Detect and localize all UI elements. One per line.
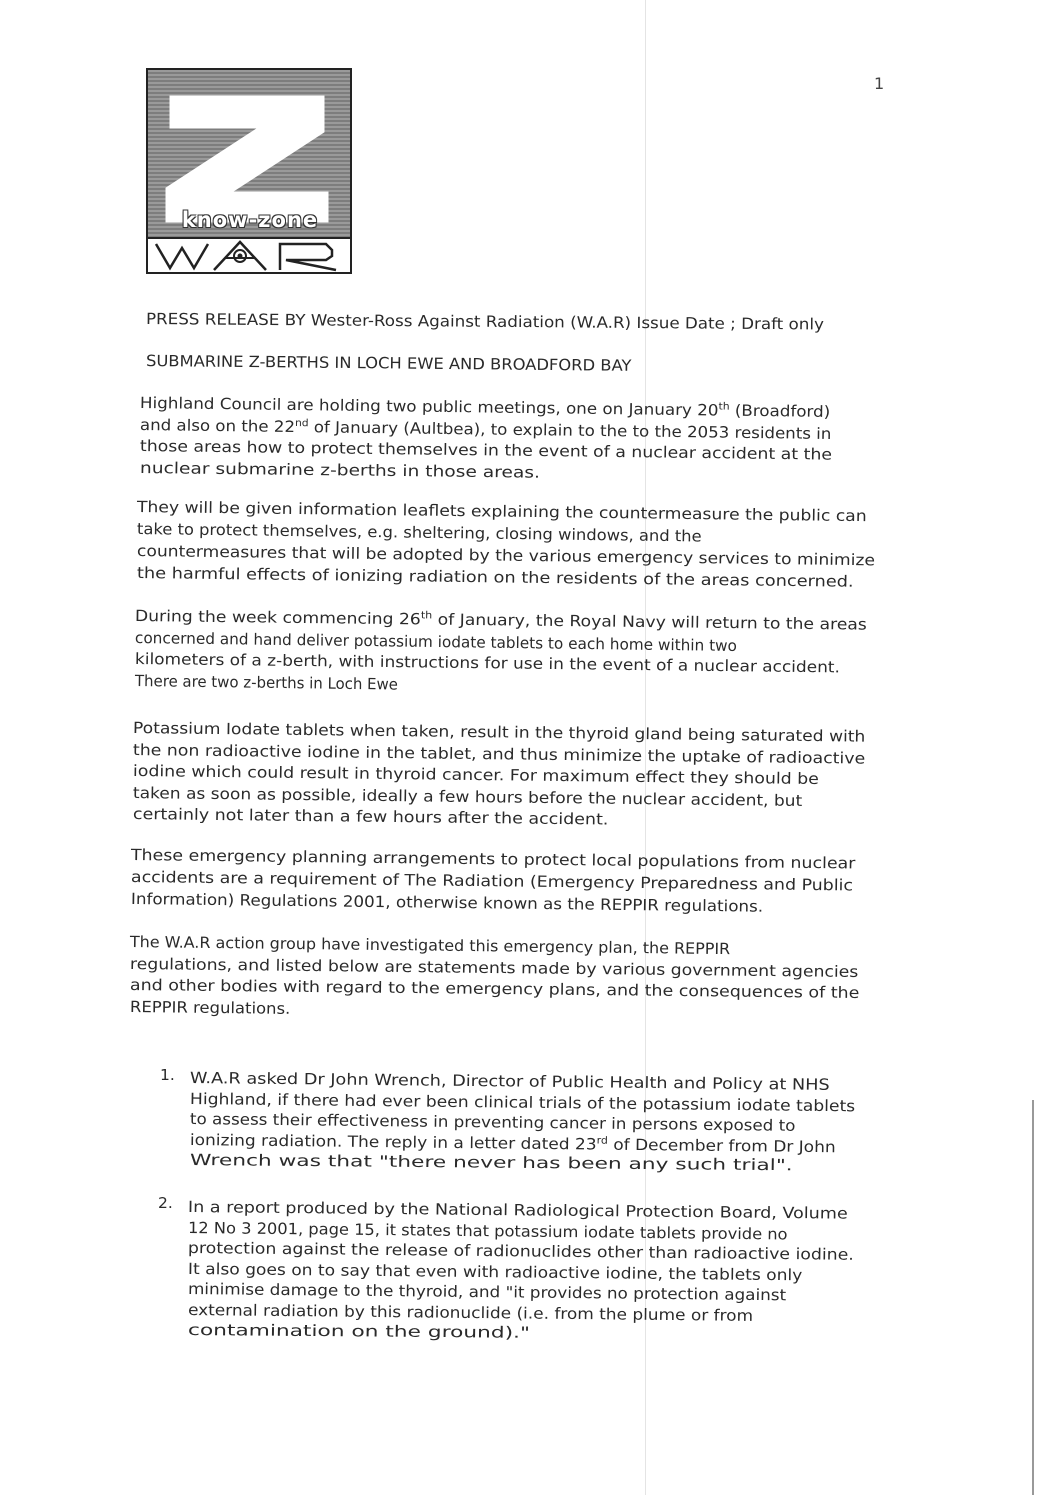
list-item-2-line: It also goes on to say that even with radioactive iodine, the tablets only [187,1259,803,1284]
logo-graphic [148,70,350,272]
paragraph-1-line: and also on the 22nd of January (Aultbea), to explain to the to the 2053 residents in [139,415,832,443]
paragraph-4-line: taken as soon as possible, ideally a few hours before the nuclear accident, but [132,783,803,810]
paragraph-6-line: regulations, and listed below are statements made by various government agencies [129,954,859,981]
list-item-2-line: minimise damage to the thyroid, and "it provides no protection against [187,1280,787,1305]
document-title: SUBMARINE Z-BERTHS IN LOCH EWE AND BROADFORD BAY [145,352,632,375]
paragraph-4-line: the non radioactive iodine in the tablet, and thus minimize the uptake of radioactive [132,740,866,768]
paragraph-1-line: Highland Council are holding two public meetings, one on January 20th (Broadford) [139,394,831,421]
press-release-line: PRESS RELEASE BY Wester-Ross Against Radiation (W.A.R) Issue Date ; Draft only [145,310,825,334]
list-item-2-line: 12 No 3 2001, page 15, it states that potassium iodate tablets provide no [187,1218,788,1243]
list-item-2-line: protection against the release of radionuclides other than radioactive iodine. [187,1239,854,1264]
list-item-1-line: W.A.R asked Dr John Wrench, Director of Public Health and Policy at NHS [189,1069,830,1094]
paragraph-2-line: take to protect themselves, e.g. sheltering, closing windows, and the [136,520,702,546]
paragraph-3-line: During the week commencing 26th of January, the Royal Navy will return to the areas [134,607,867,634]
list-item-2-line: contamination on the ground)." [187,1321,531,1342]
paragraph-6-line: REPPIR regulations. [129,997,291,1018]
list-item-2-line: In a report produced by the National Radiological Protection Board, Volume [187,1198,848,1223]
paragraph-5-line: These emergency planning arrangements to protect local populations from nuclear [130,846,856,873]
paragraph-4-line: iodine which could result in thyroid cancer. For maximum effect they should be [132,762,819,789]
list-item-number: 2. [158,1194,173,1212]
paragraph-3-line: kilometers of a z-berth, with instructions for use in the event of a nuclear accident. [134,650,841,677]
paragraph-6-line: and other bodies with regard to the emergency plans, and the consequences of the [129,976,860,1002]
list-item-1-line: to assess their effectiveness in preventing cancer in persons exposed to [189,1110,796,1135]
list-item-1-line: Wrench was that "there never has been any such trial". [189,1151,793,1175]
paragraph-4-line: certainly not later than a few hours after the accident. [132,805,609,829]
paragraph-2-line: countermeasures that will be adopted by the various emergency services to minimize [136,542,876,570]
paragraph-2-line: They will be given information leaflets explaining the countermeasure the public can [136,498,867,526]
paragraph-2-line: the harmful effects of ionizing radiation on the residents of the areas concerned. [136,564,854,591]
paragraph-6-line: The W.A.R action group have investigated this emergency plan, the REPPIR [129,933,731,959]
paragraph-3-line: There are two z-berths in Loch Ewe [134,671,399,694]
list-item-number: 1. [160,1066,175,1084]
list-item-2-line: external radiation by this radionuclide (i.e. from the plume or from [187,1300,754,1325]
paragraph-4-line: Potassium Iodate tablets when taken, result in the thyroid gland being saturated with [132,719,866,746]
paragraph-1-line: nuclear submarine z-berths in those areas. [139,458,541,482]
logo-text: know-zone [181,208,319,232]
paragraph-5-line: accidents are a requirement of The Radiation (Emergency Preparedness and Public [130,868,854,895]
war-logo [146,68,352,274]
page-number: 1 [874,74,885,93]
edge-shadow [1032,1100,1034,1495]
list-item-1-line: Highland, if there had ever been clinical trials of the potassium iodate tablets [189,1089,856,1115]
list-item-1-line: ionizing radiation. The reply in a letter dated 23rd of December from Dr John [189,1130,836,1156]
paragraph-5-line: Information) Regulations 2001, otherwise known as the REPPIR regulations. [130,890,764,916]
paragraph-3-line: concerned and hand deliver potassium iodate tablets to each home within two [134,628,738,655]
paragraph-1-line: those areas how to protect themselves in the event of a nuclear accident at the [139,437,833,464]
